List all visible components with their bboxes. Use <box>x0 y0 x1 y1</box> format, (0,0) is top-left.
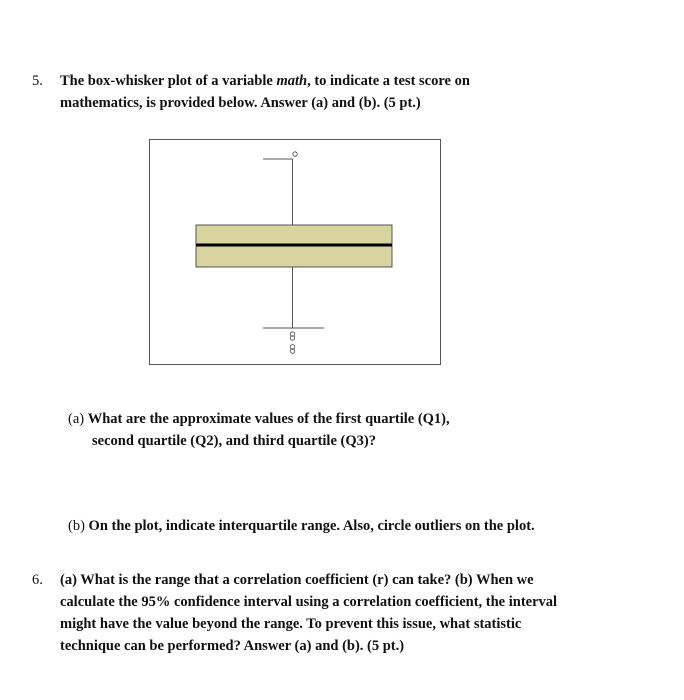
question-5b-text: On the plot, indicate interquartile range. Also, circle outliers on the plot. <box>88 518 535 534</box>
question-6 <box>32 569 662 657</box>
question-6-line1: (a) What is the range that a correlation coefficient (r) can take? (b) When we <box>60 572 534 588</box>
question-5a-line1: What are the approximate values of the first quartile (Q1), <box>87 411 450 427</box>
question-5b <box>68 515 648 537</box>
question-5 <box>32 70 652 114</box>
question-5a <box>68 408 628 452</box>
variable-name: math <box>276 73 308 89</box>
question-6-line2: calculate the 95% confidence interval using a correlation coefficient, the interval <box>60 594 558 610</box>
question-text: The box-whisker plot of a variable <box>60 73 277 89</box>
question-text: , to indicate a test score on <box>307 73 470 89</box>
question-5-line1 <box>60 73 470 89</box>
question-6-line4: technique can be performed? Answer (a) and (b). (5 pt.) <box>60 638 405 654</box>
box-whisker-plot <box>149 139 441 365</box>
part-label: (b) <box>68 518 85 534</box>
question-6-line3: might have the value beyond the range. To prevent this issue, what statistic <box>60 616 522 632</box>
question-number: 5. <box>32 73 43 89</box>
question-5-line2: mathematics, is provided below. Answer (a) and (b). (5 pt.) <box>60 95 421 111</box>
part-label: (a) <box>68 411 85 427</box>
question-number: 6. <box>32 572 43 588</box>
question-5a-line2: second quartile (Q2), and third quartile (Q3)? <box>92 433 376 449</box>
